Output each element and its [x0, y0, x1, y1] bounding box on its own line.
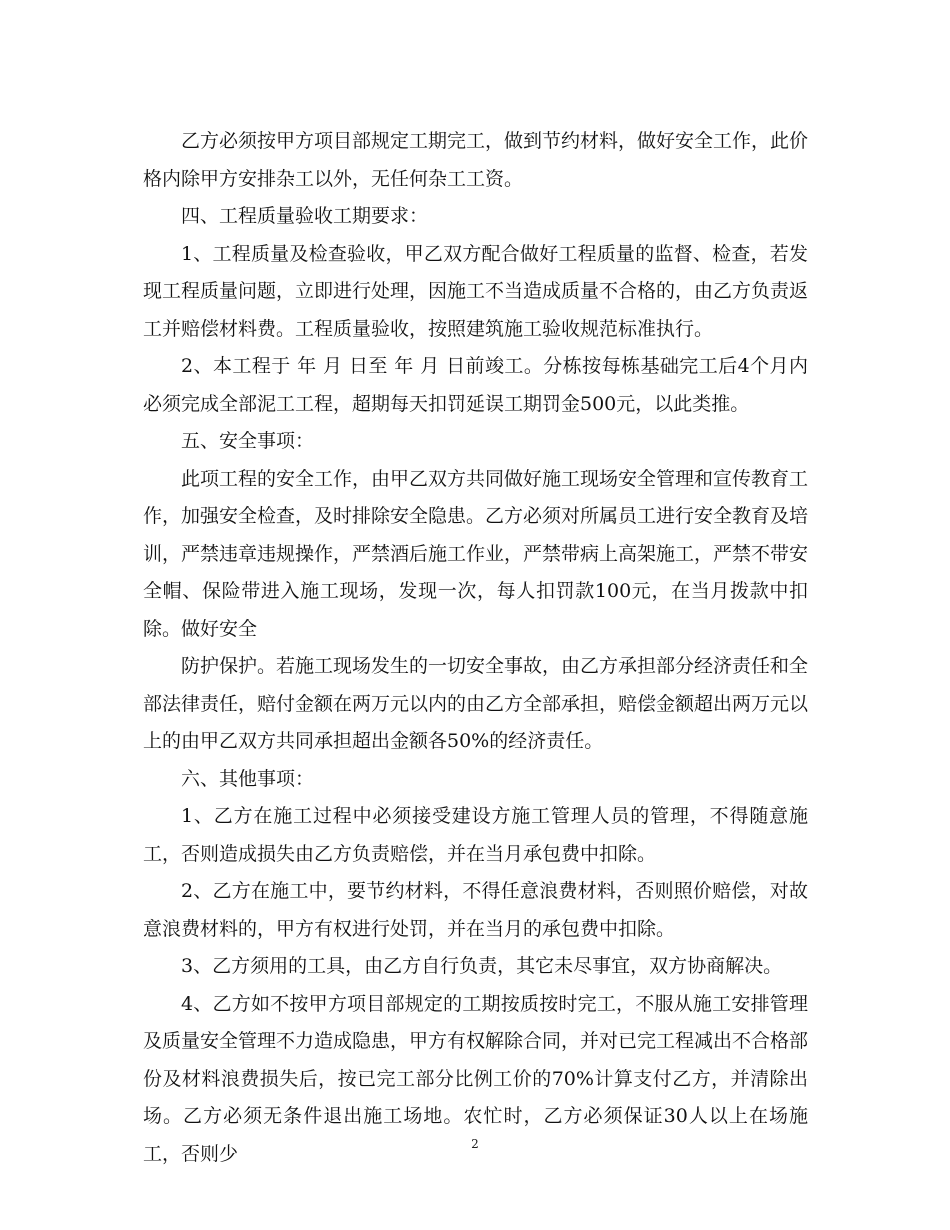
heading-other-matters: 六、其他事项：	[181, 767, 315, 790]
heading-safety-matters: 五、安全事项：	[181, 430, 315, 452]
paragraph-quality-inspection: 1、工程质量及检查验收，甲乙双方配合做好工程质量的监督、检查，若发现工程质量问题，立即进行处理，因施工不当造成质量不合格的，由乙方负责返工并赔偿材料费。工程质量验收，按照建筑施工验收规范标准执行。	[143, 242, 809, 340]
paragraph-work-duty: 乙方必须按甲方项目部规定工期完工，做到节约材料，做好安全工作，此价格内除甲方安排杂工以外，无任何杂工工资。	[143, 130, 809, 190]
paragraph-other-tools: 3、乙方须用的工具，由乙方自行负责，其它未尽事宜，双方协商解决。	[181, 955, 783, 977]
document-body	[143, 123, 808, 1173]
heading-quality-acceptance: 四、工程质量验收工期要求：	[181, 205, 429, 227]
paragraph-safety-work: 此项工程的安全工作，由甲乙双方共同做好施工现场安全管理和宣传教育工作，加强安全检查，及时排除安全隐患。乙方必须对所属员工进行安全教育及培训，严禁违章违规操作，严禁酒后施工作业，严禁带病上高架施工，严禁不带安全帽、保险带进入施工现场，发现一次，每人扣罚款100元，在当月拨款中扣除。做好安全	[143, 467, 809, 640]
paragraph-other-termination: 4、乙方如不按甲方项目部规定的工期按质按时完工，不服从施工安排管理及质量安全管理不力造成隐患，甲方有权解除合同，并对已完工程减出不合格部份及材料浪费损失后，按已完工部分比例工价的70%计算支付乙方，并清除出场。乙方必须无条件退出施工场地。农忙时，乙方必须保证30人以上在场施工，否则少	[143, 992, 809, 1165]
paragraph-completion-date: 2、本工程于 年 月 日至 年 月 日前竣工。分栋按每栋基础完工后4个月内必须完成全部泥工工程，超期每天扣罚延误工期罚金500元，以此类推。	[143, 355, 808, 415]
paragraph-other-materials: 2、乙方在施工中，要节约材料，不得任意浪费材料，否则照价赔偿，对故意浪费材料的，甲方有权进行处罚，并在当月的承包费中扣除。	[143, 880, 808, 940]
paragraph-other-management: 1、乙方在施工过程中必须接受建设方施工管理人员的管理，不得随意施工，否则造成损失由乙方负责赔偿，并在当月承包费中扣除。	[143, 805, 808, 865]
paragraph-protection-liability: 防护保护。若施工现场发生的一切安全事故，由乙方承担部分经济责任和全部法律责任，赔付金额在两万元以内的由乙方全部承担，赔偿金额超出两万元以上的由甲乙双方共同承担超出金额各50%的经济责任。	[143, 655, 809, 752]
page-number: 2	[471, 1137, 479, 1151]
